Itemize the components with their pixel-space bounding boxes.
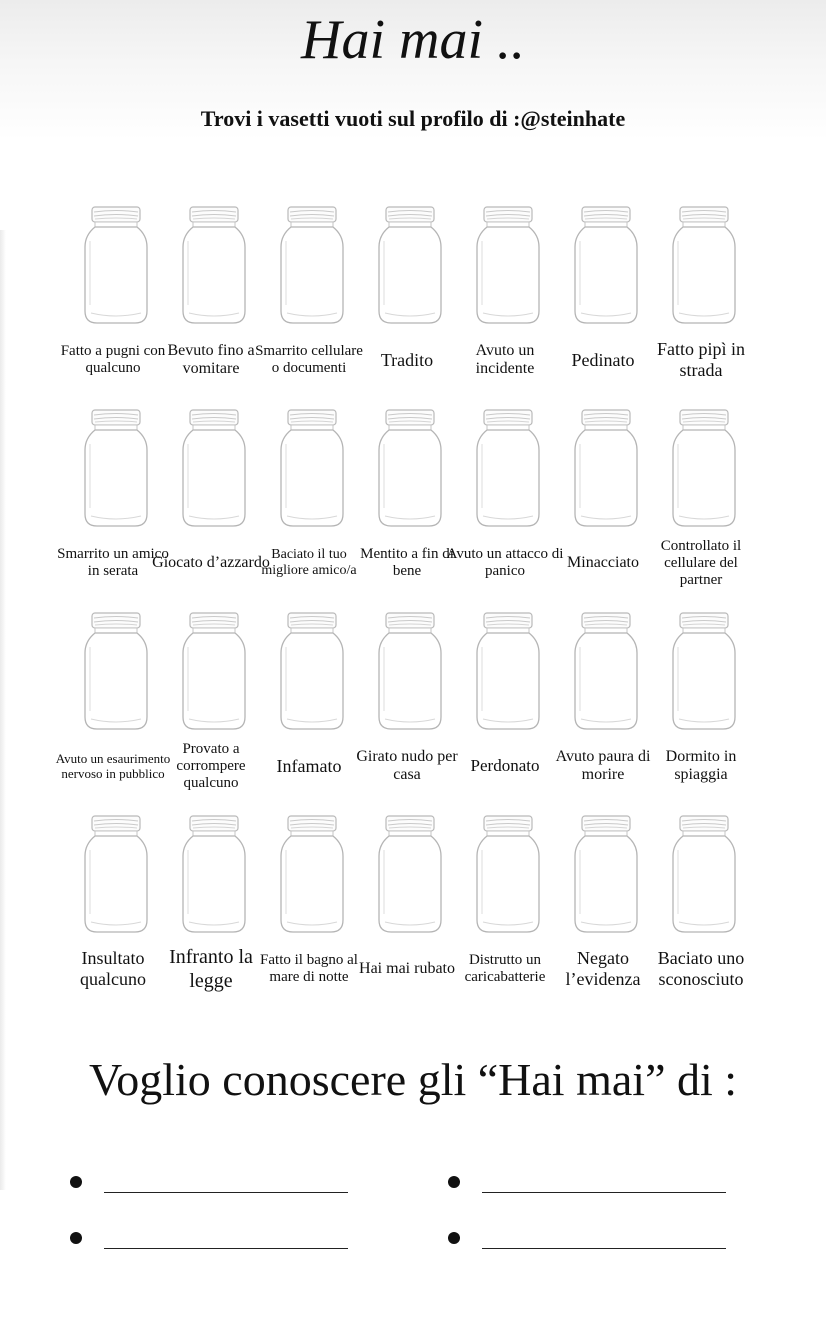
jar-icon	[377, 611, 443, 733]
bullet-icon	[448, 1176, 460, 1188]
bullet-icon	[70, 1176, 82, 1188]
jar-icon	[83, 408, 149, 530]
jar-item	[55, 609, 171, 812]
jar-icon	[377, 408, 443, 530]
jar-icon	[671, 814, 737, 936]
jar-label: Fatto a pugni con qualcuno	[60, 343, 166, 376]
jar-label: Avuto paura di morire	[555, 748, 651, 783]
jar-label: Baciato il tuo migliore amico/a	[261, 547, 357, 578]
jar-item	[648, 406, 746, 609]
jar-icon	[279, 814, 345, 936]
jar-icon	[279, 408, 345, 530]
jar-label: Pedinato	[571, 349, 635, 370]
jar-label: Avuto un esaurimento nervoso in pubblico	[55, 751, 171, 781]
jar-label: Distrutto un caricabatterie	[464, 952, 546, 985]
bullet-icon	[448, 1232, 460, 1244]
tag-blank-2	[448, 1170, 748, 1200]
jar-item	[255, 203, 363, 406]
page-subtitle: Trovi i vasetti vuoti sul profilo di :@steinhate	[200, 106, 626, 131]
jar-label: Dormito in spiaggia	[665, 748, 737, 783]
jar-label: Smarrito un amico in serata	[57, 546, 169, 579]
jar-label: Negato l’evidenza	[565, 948, 641, 989]
jar-icon	[475, 611, 541, 733]
jar-item	[550, 812, 648, 1015]
jar-item	[354, 203, 452, 406]
blank-line	[104, 1248, 348, 1249]
jar-label: Infranto la legge	[169, 946, 253, 992]
jar-item	[158, 609, 256, 812]
jar-icon	[573, 611, 639, 733]
jar-grid	[55, 203, 786, 1015]
jar-item	[152, 406, 270, 609]
tag-prompt: Voglio conoscere gli “Hai mai” di :	[88, 1054, 738, 1105]
jar-item	[256, 609, 354, 812]
jar-label: Tradito	[380, 349, 434, 370]
jar-icon	[181, 205, 247, 327]
jar-label: Provato a corrompere qualcuno	[176, 740, 246, 791]
jar-item	[446, 406, 564, 609]
jar-label: Controllato il cellulare del partner	[660, 537, 742, 588]
jar-label: Bevuto fino a vomitare	[167, 342, 255, 377]
jar-label: Smarrito cellulare o documenti	[255, 343, 363, 376]
jar-item	[158, 812, 256, 1015]
jar-icon	[83, 814, 149, 936]
jar-icon	[475, 814, 541, 936]
jar-icon	[671, 205, 737, 327]
blank-line	[104, 1192, 348, 1193]
jar-label: Mentito a fin di bene	[360, 546, 454, 579]
jar-icon	[573, 205, 639, 327]
jar-item	[550, 203, 648, 406]
blank-line	[482, 1192, 726, 1193]
jar-label: Girato nudo per casa	[356, 748, 458, 783]
jar-item	[256, 812, 358, 1015]
jar-icon	[83, 205, 149, 327]
jar-icon	[181, 611, 247, 733]
tag-blank-3	[70, 1226, 370, 1256]
jar-label: Giocato d’azzardo	[152, 554, 270, 571]
jar-label: Minacciato	[567, 554, 639, 571]
jar-label: Fatto il bagno al mare di notte	[260, 952, 358, 985]
jar-icon	[475, 205, 541, 327]
jar-item	[354, 609, 458, 812]
jar-label: Perdonato	[470, 756, 540, 775]
jar-item	[648, 203, 746, 406]
jar-icon	[573, 814, 639, 936]
jar-item	[57, 406, 169, 609]
jar-row-4	[60, 812, 786, 1015]
jar-icon	[279, 611, 345, 733]
jar-icon	[671, 408, 737, 530]
jar-item	[256, 406, 357, 609]
jar-icon	[181, 408, 247, 530]
jar-item	[158, 203, 256, 406]
jar-label: Infamato	[276, 755, 342, 776]
jar-item	[354, 406, 452, 609]
jar-item	[452, 609, 550, 812]
jar-row-3	[55, 609, 786, 812]
tag-blank-1	[70, 1170, 370, 1200]
jar-icon	[377, 205, 443, 327]
jar-icon	[83, 611, 149, 733]
jar-label: Fatto pipì in strada	[656, 339, 745, 380]
blank-line	[482, 1248, 726, 1249]
jar-row-1	[60, 203, 786, 406]
jar-label: Baciato uno sconosciuto	[657, 948, 745, 989]
jar-item	[452, 203, 550, 406]
bullet-icon	[70, 1232, 82, 1244]
jar-label: Insultato qualcuno	[80, 948, 146, 989]
jar-label: Avuto un attacco di panico	[446, 546, 564, 579]
jar-item	[648, 609, 746, 812]
jar-item	[452, 812, 550, 1015]
page-edge-shadow	[0, 230, 6, 1190]
jar-item	[60, 203, 166, 406]
jar-item	[550, 406, 648, 609]
jar-icon	[573, 408, 639, 530]
jar-item	[648, 812, 746, 1015]
jar-row-2	[57, 406, 786, 609]
jar-icon	[475, 408, 541, 530]
jar-item	[354, 812, 455, 1015]
jar-icon	[671, 611, 737, 733]
jar-icon	[279, 205, 345, 327]
jar-label: Avuto un incidente	[475, 342, 535, 377]
tag-blank-4	[448, 1226, 748, 1256]
jar-icon	[377, 814, 443, 936]
jar-item	[550, 609, 651, 812]
jar-label: Hai mai rubato	[359, 960, 455, 977]
jar-item	[60, 812, 158, 1015]
page-title: Hai mai ..	[301, 9, 525, 71]
jar-icon	[181, 814, 247, 936]
